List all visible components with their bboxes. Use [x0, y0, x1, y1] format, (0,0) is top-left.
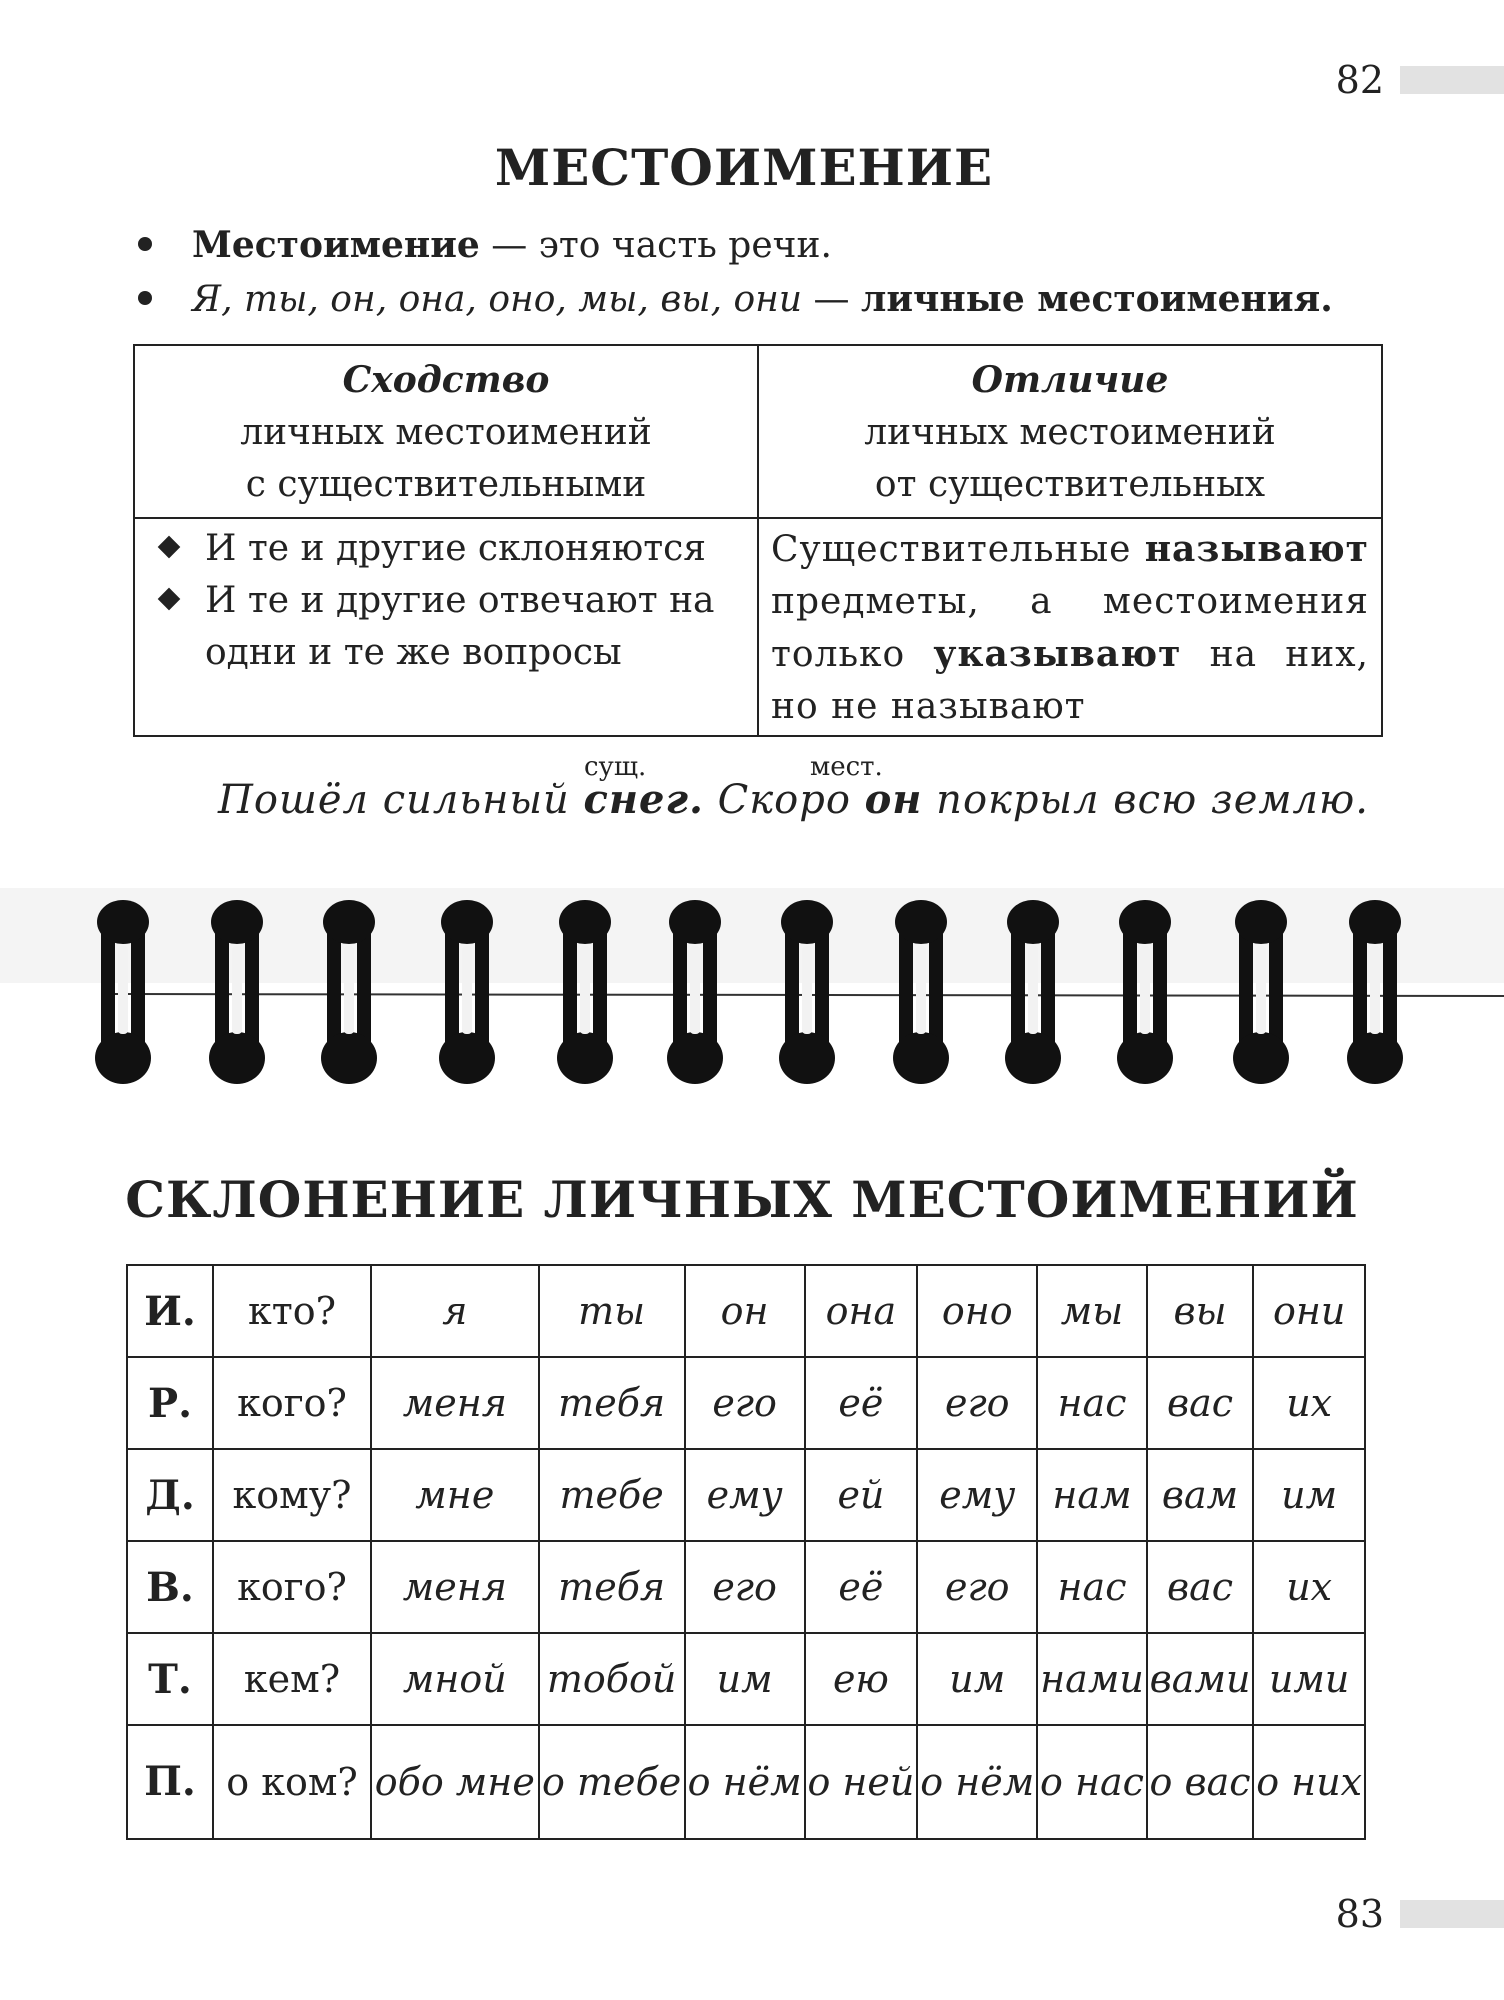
- binding-ring-icon: [321, 900, 377, 1084]
- pronoun-form: им: [1253, 1449, 1365, 1541]
- pronoun-form: ему: [917, 1449, 1037, 1541]
- pronoun-form: тебя: [539, 1541, 685, 1633]
- similarity-subtitle-1: личных местоимений: [240, 412, 652, 453]
- pronoun-form: оно: [917, 1265, 1037, 1357]
- pronoun-form: он: [685, 1265, 805, 1357]
- diamond-bullet-icon: [158, 588, 181, 611]
- pronoun-form: его: [917, 1357, 1037, 1449]
- personal-pronouns-term: личные местоимения.: [860, 278, 1333, 320]
- case-label: В.: [127, 1541, 213, 1633]
- binding-ring-icon: [667, 900, 723, 1084]
- pronoun-form: тебе: [539, 1449, 685, 1541]
- case-question: кто?: [213, 1265, 371, 1357]
- pronoun-form: вас: [1147, 1357, 1254, 1449]
- pronoun-form: меня: [371, 1541, 539, 1633]
- page-number-top: 82: [1335, 58, 1384, 102]
- bullet-personal-pronouns: [138, 278, 1333, 320]
- pronoun-form: она: [805, 1265, 918, 1357]
- pronoun-form: нас: [1037, 1357, 1147, 1449]
- pronoun-form: её: [805, 1357, 918, 1449]
- pronoun-form: его: [685, 1357, 805, 1449]
- binding-ring-icon: [779, 900, 835, 1084]
- label-pronoun: мест.: [810, 752, 883, 782]
- pronoun-form: нам: [1037, 1449, 1147, 1541]
- table-row: [127, 1449, 1365, 1541]
- comparison-table: [133, 344, 1383, 737]
- pronoun-form: им: [917, 1633, 1037, 1725]
- table-row: [127, 1633, 1365, 1725]
- pronoun-form: его: [917, 1541, 1037, 1633]
- label-noun: сущ.: [584, 752, 647, 782]
- case-label: П.: [127, 1725, 213, 1839]
- case-question: кого?: [213, 1357, 371, 1449]
- table-row: [127, 1357, 1365, 1449]
- binding-ring-icon: [1347, 900, 1403, 1084]
- difference-cell: Существительные называют предметы, а местоимения только указывают на них, но не называют: [758, 518, 1382, 736]
- pronoun-form: о нём: [685, 1725, 805, 1839]
- pronoun-form: мы: [1037, 1265, 1147, 1357]
- spiral-binding: [0, 888, 1504, 1098]
- bullet-icon: [138, 237, 152, 251]
- similarity-title: Сходство: [342, 359, 550, 401]
- similarity-item: И те и другие склоняются: [147, 523, 745, 575]
- table-row: [127, 1541, 1365, 1633]
- difference-subtitle-2: от существительных: [874, 464, 1266, 505]
- pronoun-form: их: [1253, 1541, 1365, 1633]
- case-label: Р.: [127, 1357, 213, 1449]
- binding-ring-icon: [1233, 900, 1289, 1084]
- pronoun-form: вас: [1147, 1541, 1254, 1633]
- binding-ring-icon: [1005, 900, 1061, 1084]
- case-label: Т.: [127, 1633, 213, 1725]
- pronoun-form: его: [685, 1541, 805, 1633]
- binding-ring-icon: [95, 900, 151, 1084]
- bullet-definition: [138, 224, 832, 266]
- page-number-bottom: 83: [1335, 1892, 1384, 1936]
- difference-title: Отличие: [971, 359, 1169, 401]
- pronoun-form: вами: [1147, 1633, 1254, 1725]
- pronoun-form: о них: [1253, 1725, 1365, 1839]
- page-number-bar-bottom: [1400, 1900, 1504, 1928]
- pronoun-form: мной: [371, 1633, 539, 1725]
- pronoun-form: о вас: [1147, 1725, 1254, 1839]
- pronoun-form: им: [685, 1633, 805, 1725]
- pronoun-form: обо мне: [371, 1725, 539, 1839]
- pronoun-form: ты: [539, 1265, 685, 1357]
- binding-ring-icon: [557, 900, 613, 1084]
- table-row: [127, 1265, 1365, 1357]
- section-title-declension: СКЛОНЕНИЕ ЛИЧНЫХ МЕСТОИМЕНИЙ: [125, 1170, 1359, 1229]
- case-question: кого?: [213, 1541, 371, 1633]
- case-question: о ком?: [213, 1725, 371, 1839]
- pronoun-form: о нём: [917, 1725, 1037, 1839]
- declension-table: [126, 1264, 1366, 1840]
- table-row: [127, 1725, 1365, 1839]
- page-number-bar-top: [1400, 66, 1504, 94]
- pronoun-form: о нас: [1037, 1725, 1147, 1839]
- example-noun: снег.: [583, 776, 704, 823]
- similarity-item: И те и другие отвечают на одни и те же вопросы: [147, 575, 745, 679]
- similarity-subtitle-2: с существительными: [245, 464, 647, 505]
- case-label: И.: [127, 1265, 213, 1357]
- similarity-header: [134, 345, 758, 518]
- diamond-bullet-icon: [158, 536, 181, 559]
- case-label: Д.: [127, 1449, 213, 1541]
- pronoun-form: тобой: [539, 1633, 685, 1725]
- term: Местоимение: [192, 224, 480, 266]
- binding-ring-icon: [1117, 900, 1173, 1084]
- definition-text: — это часть речи.: [479, 225, 832, 266]
- pronoun-form: мне: [371, 1449, 539, 1541]
- bullet-icon: [138, 291, 152, 305]
- pronoun-form: о ней: [805, 1725, 918, 1839]
- pronoun-form: о тебе: [539, 1725, 685, 1839]
- pronoun-form: их: [1253, 1357, 1365, 1449]
- pronoun-form: они: [1253, 1265, 1365, 1357]
- binding-ring-icon: [439, 900, 495, 1084]
- pronoun-form: ими: [1253, 1633, 1365, 1725]
- pronoun-form: нами: [1037, 1633, 1147, 1725]
- example-sentence: Пошёл сильный снег. Скоро он покрыл всю землю.: [218, 776, 1369, 823]
- pronoun-form: ему: [685, 1449, 805, 1541]
- pronoun-form: ей: [805, 1449, 918, 1541]
- similarity-cell: [134, 518, 758, 736]
- pronoun-form: нас: [1037, 1541, 1147, 1633]
- case-question: кем?: [213, 1633, 371, 1725]
- section-title-pronoun: МЕСТОИМЕНИЕ: [494, 138, 994, 197]
- pronoun-form: вы: [1147, 1265, 1254, 1357]
- pronoun-form: ею: [805, 1633, 918, 1725]
- pronoun-form: вам: [1147, 1449, 1254, 1541]
- case-question: кому?: [213, 1449, 371, 1541]
- dash: —: [802, 279, 861, 320]
- pronoun-form: я: [371, 1265, 539, 1357]
- difference-subtitle-1: личных местоимений: [864, 412, 1276, 453]
- difference-header: [758, 345, 1382, 518]
- pronoun-form: меня: [371, 1357, 539, 1449]
- pronoun-form: тебя: [539, 1357, 685, 1449]
- pronoun-list: Я, ты, он, она, оно, мы, вы, они: [192, 279, 803, 320]
- pronoun-form: её: [805, 1541, 918, 1633]
- binding-ring-icon: [209, 900, 265, 1084]
- binding-ring-icon: [893, 900, 949, 1084]
- example-pronoun: он: [864, 776, 923, 823]
